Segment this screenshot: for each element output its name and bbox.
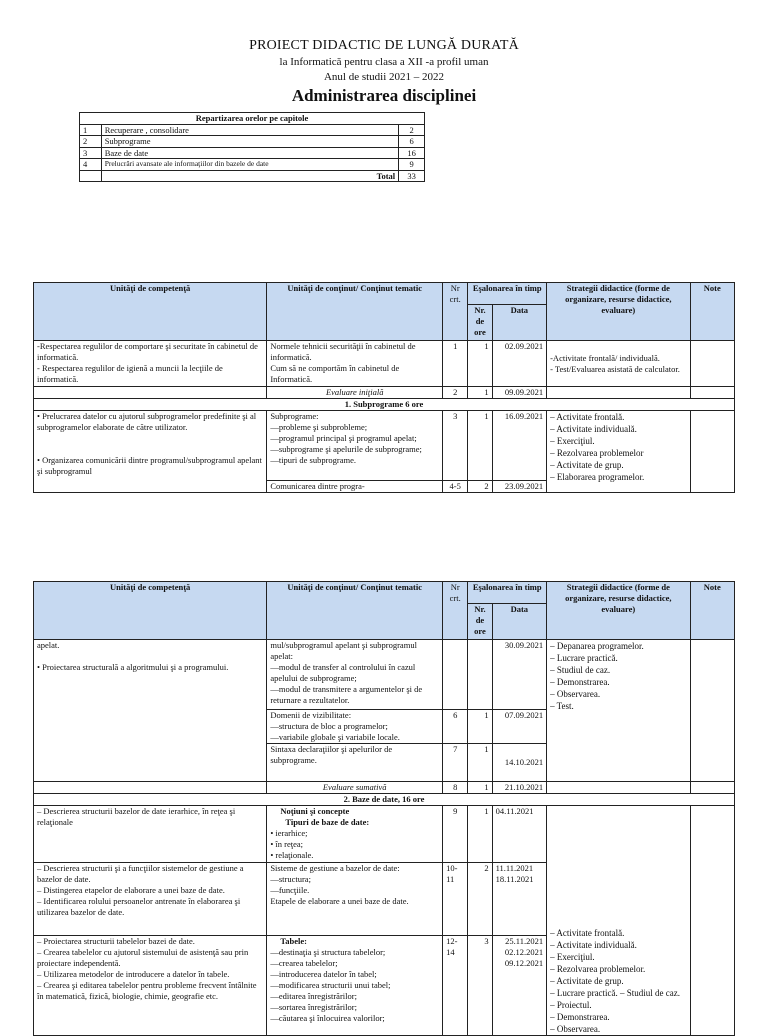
header-data: Data <box>492 305 547 341</box>
hours-cell: 1 <box>468 806 492 863</box>
total-label: Total <box>101 170 398 182</box>
section-heading: Administrarea disciplinei <box>291 86 477 105</box>
table-row <box>80 159 425 171</box>
table-row <box>34 640 735 710</box>
nr-cell: 2 <box>443 387 468 399</box>
date-cell: 07.09.2021 <box>492 710 547 744</box>
content-cell: mul/subprogramul apelant şi subprogramul apelat: —modul de transfer al controlului în cazul apelului de subprograme; —modul de transmitere a argumentelor şi de returnare a rezultatelor. <box>267 640 443 710</box>
table-row <box>34 387 735 399</box>
table-row <box>80 147 425 159</box>
content-cell <box>267 806 443 863</box>
hours-cell: 2 <box>468 863 492 936</box>
table-row <box>80 170 425 182</box>
date-cell: 09.09.2021 <box>492 387 547 399</box>
date-cell: 30.09.2021 <box>492 640 547 710</box>
strategy-cell: – Activitate frontală. – Activitate individuală. – Exerciţiul. – Rezolvarea problemelor. – Activitate de grup. – Lucrare practică. – Studiul de caz. – Proiectul. – Demonstrarea. – Observarea. <box>547 806 690 1036</box>
nr-cell: 8 <box>443 782 468 794</box>
competence-cell: • Prelucrarea datelor cu ajutorul subprogramelor predefinite şi al subprogramelor elaborate de către utilizator. • Organizarea comunicării dintre programul/subprogramul apelant şi subprogramul <box>34 411 267 493</box>
date-cell: 21.10.2021 <box>492 782 547 794</box>
section-row <box>34 399 735 411</box>
total-hours: 33 <box>399 170 425 182</box>
content-cell: Normele tehnicii securităţii în cabinetul de informatică. Cum să ne comportăm în cabinetul de Informatică. <box>267 341 443 387</box>
hours-cell: 1 <box>468 411 492 481</box>
content-title: Tabele: <box>280 936 307 946</box>
curriculum-table-2 <box>33 581 735 1036</box>
chapter-name: Subprograme <box>101 136 398 148</box>
hours-cell: 1 <box>468 387 492 399</box>
chapter-name: Baze de date <box>101 147 398 159</box>
table-row <box>34 411 735 481</box>
date-cell: 02.09.2021 <box>492 341 547 387</box>
section-row <box>34 794 735 806</box>
chapter-hours: 6 <box>399 136 425 148</box>
nr-cell: 9 <box>443 806 468 863</box>
hours-cell: 3 <box>468 936 492 1036</box>
competence-cell: apelat. • Proiectarea structurală a algoritmului şi a programului. <box>34 640 267 782</box>
row-number: 4 <box>80 159 102 171</box>
nr-cell: 7 <box>443 744 468 782</box>
competence-cell: – Descrierea structurii bazelor de date ierarhice, în reţea şi relaţionale <box>34 806 267 863</box>
competence-cell: – Proiectarea structurii tabelelor bazei de date. – Crearea tabelelor cu ajutorul sistemului de asistenţă sau prin proiectare independentă. – Utilizarea metodelor de introducere a datelor în tabele. – Crearea şi editarea tabelelor pentru probleme frecvent întâlnite în matematică, fizică, biologie, chimie, geografie etc. <box>34 936 267 1036</box>
hours-cell: 1 <box>468 744 492 782</box>
hours-cell: 2 <box>468 481 492 493</box>
content-list: • ierarhice; • în reţea; • relaţionale. <box>270 828 314 860</box>
chapter-hours: 9 <box>399 159 425 171</box>
competence-cell: -Respectarea regulilor de comportare şi securitate în cabinetul de informatică. - Respectarea regulilor de igienă a muncii la lecţiile de informatică. <box>34 341 267 387</box>
chapter-hours: 16 <box>399 147 425 159</box>
table-row <box>34 782 735 794</box>
header-nrore: Nr. de ore <box>468 305 492 341</box>
nr-cell: 1 <box>443 341 468 387</box>
date-cell: 14.10.2021 <box>492 744 547 782</box>
header-continut: Unităţi de conţinut/ Conţinut tematic <box>267 582 443 640</box>
header-nrcrt: Nr crt. <box>443 283 468 341</box>
hours-distribution-table <box>79 112 425 182</box>
hours-cell: 1 <box>468 341 492 387</box>
document-subtitle <box>0 56 768 68</box>
row-number: 3 <box>80 147 102 159</box>
content-cell: Sisteme de gestiune a bazelor de date: —structura; —funcţiile. Etapele de elaborare a unei baze de date. <box>267 863 443 936</box>
date-cell: 25.11.2021 02.12.2021 09.12.2021 <box>492 936 547 1036</box>
nr-cell: 12- 14 <box>443 936 468 1036</box>
content-cell <box>267 936 443 1036</box>
content-cell: Comunicarea dintre progra- <box>267 481 443 493</box>
date-cell: 04.11.2021 <box>492 806 547 863</box>
curriculum-table-1 <box>33 282 735 493</box>
content-list: —destinaţia şi structura tabelelor; —crearea tabelelor; —introducerea datelor în tabel; —modificarea structurii unui tabel; —editarea înregistrărilor; —sortarea înregistrărilor; —căutarea şi înlocuirea valorilor; <box>270 947 391 1023</box>
strategy-cell: – Depanarea programelor. – Lucrare practică. – Studiul de caz. – Demonstrarea. – Observarea. – Test. <box>547 640 690 782</box>
content-cell: Domenii de vizibilitate: —structura de bloc a programelor; —variabile globale şi variabile locale. <box>267 710 443 744</box>
academic-year: Anul de studii 2021 – 2022 <box>323 71 445 83</box>
header-competente: Unităţi de competenţă <box>34 582 267 640</box>
hours-cell: 1 <box>468 782 492 794</box>
nr-cell: 3 <box>443 411 468 481</box>
table-row <box>34 806 735 863</box>
header-esalonare: Eşalonarea în timp <box>468 283 547 305</box>
evaluation-label: Evaluare iniţială <box>267 387 443 399</box>
competence-cell: – Descrierea structurii şi a funcţiilor sistemelor de gestiune a bazelor de date. – Distingerea etapelor de elaborare a unei baze de date. – Identificarea rolului persoanelor antrenate în elaborarea şi utilizarea bazelor de date. <box>34 863 267 936</box>
nr-cell: 6 <box>443 710 468 744</box>
distribution-caption: Repartizarea orelor pe capitole <box>80 113 425 125</box>
table-row <box>80 136 425 148</box>
content-cell: Sintaxa declaraţiilor şi apelurilor de subprograme. <box>267 744 443 782</box>
chapter-name: Prelucrări avansate ale informaţiilor din bazele de date <box>101 159 398 171</box>
evaluation-label: Evaluare sumativă <box>267 782 443 794</box>
header-strategii: Strategii didactice (forme de organizare, resurse didactice, evaluare) <box>547 582 690 640</box>
subtitle-text: la Informatică pentru clasa a XII -a profil uman <box>279 56 489 68</box>
chapter-name: Recuperare , consolidare <box>101 124 398 136</box>
section-title: 1. Subprograme 6 ore <box>34 399 735 411</box>
header-strategii: Strategii didactice (forme de organizare, resurse didactice, evaluare) <box>547 283 690 341</box>
header-nrcrt: Nr crt. <box>443 582 468 640</box>
row-number: 1 <box>80 124 102 136</box>
section-title: 2. Baze de date, 16 ore <box>34 794 735 806</box>
nr-cell: 4-5 <box>443 481 468 493</box>
header-nrore: Nr. de ore <box>468 604 492 640</box>
header-continut: Unităţi de conţinut/ Conţinut tematic <box>267 283 443 341</box>
date-cell: 11.11.2021 18.11.2021 <box>492 863 547 936</box>
content-cell: Subprograme: —probleme şi subprobleme; —programul principal şi programul apelat; —subprograme şi apelurile de subprograme; —tipuri de subprograme. <box>267 411 443 481</box>
nr-cell: 10- 11 <box>443 863 468 936</box>
table-row <box>80 124 425 136</box>
header-note: Note <box>690 283 734 341</box>
header-note: Note <box>690 582 734 640</box>
strategy-cell: – Activitate frontală. – Activitate individuală. – Exerciţiul. – Rezolvarea problemelor – Activitate de grup. – Elaborarea programelor. <box>547 411 690 493</box>
hours-cell: 1 <box>468 710 492 744</box>
date-cell: 23.09.2021 <box>492 481 547 493</box>
date-cell: 16.09.2021 <box>492 411 547 481</box>
content-subtitle: Tipuri de baze de date: <box>285 817 370 827</box>
table-header-row <box>34 283 735 305</box>
row-number: 2 <box>80 136 102 148</box>
content-title: Noţiuni şi concepte <box>280 806 350 816</box>
document-title: PROIECT DIDACTIC DE LUNGĂ DURATĂ <box>249 38 519 53</box>
header-competente: Unităţi de competenţă <box>34 283 267 341</box>
chapter-hours: 2 <box>399 124 425 136</box>
header-data: Data <box>492 604 547 640</box>
strategy-cell: -Activitate frontală/ individuală. - Test/Evaluarea asistată de calculator. <box>547 341 690 387</box>
header-esalonare: Eşalonarea în timp <box>468 582 547 604</box>
table-header-row <box>34 582 735 604</box>
table-row <box>34 341 735 387</box>
